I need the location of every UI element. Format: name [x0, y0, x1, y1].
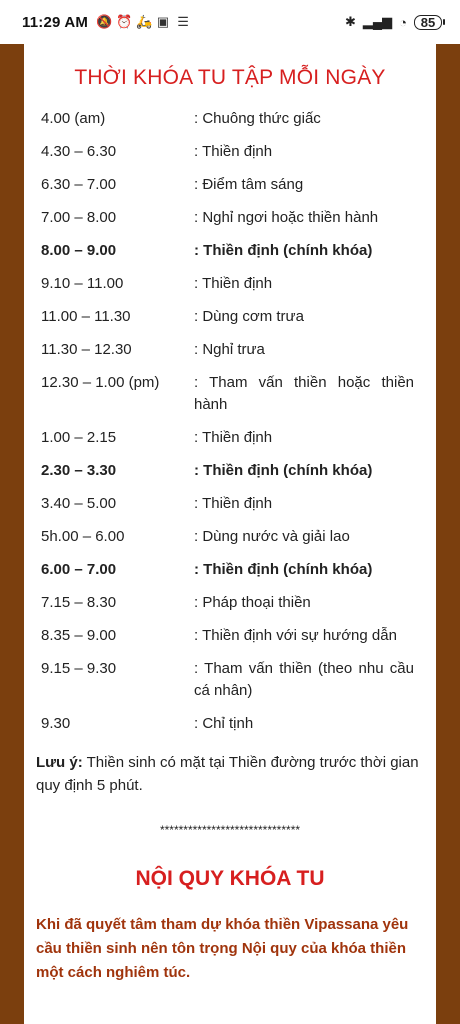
article-content[interactable]: [24, 44, 436, 1024]
left-page-border: [0, 44, 24, 1024]
schedule-time: 1.00 – 2.15: [41, 429, 117, 446]
schedule-activity: : Điểm tâm sáng: [194, 176, 304, 193]
schedule-row: [36, 559, 424, 581]
schedule-activity: : Tham vấn thiền hoặc thiền hành: [194, 374, 414, 413]
schedule-list: [36, 108, 424, 735]
schedule-row: [36, 658, 424, 702]
alarm-icon: ⏰: [116, 14, 133, 29]
schedule-row: [36, 207, 424, 229]
schedule-time: 9.30: [41, 715, 71, 732]
battery-icon: 85: [414, 15, 442, 30]
status-bar: [0, 0, 460, 44]
schedule-row: [36, 460, 424, 482]
schedule-activity: : Chuông thức giấc: [194, 110, 321, 127]
schedule-activity: : Thiền định: [194, 495, 273, 512]
schedule-activity: : Nghỉ ngơi hoặc thiền hành: [194, 209, 379, 226]
note-paragraph: [36, 751, 424, 797]
schedule-activity: : Chỉ tịnh: [194, 715, 254, 732]
schedule-activity: : Pháp thoại thiền: [194, 594, 311, 611]
schedule-row: [36, 372, 424, 416]
schedule-time: 8.35 – 9.00: [41, 627, 117, 644]
schedule-row: [36, 240, 424, 262]
schedule-row: [36, 592, 424, 614]
schedule-time: 5h.00 – 6.00: [41, 528, 125, 545]
schedule-activity: : Thiền định: [194, 429, 273, 446]
note-text: Thiền sinh có mặt tại Thiền đường trước thời gian quy định 5 phút.: [36, 754, 419, 794]
schedule-time: 6.00 – 7.00: [41, 561, 117, 578]
schedule-row: [36, 108, 424, 130]
mute-icon: 🔕: [96, 14, 113, 29]
schedule-row: [36, 526, 424, 548]
schedule-time: 11.30 – 12.30: [41, 341, 132, 358]
rules-title: NỘI QUY KHÓA TU: [135, 867, 325, 890]
schedule-activity: : Thiền định (chính khóa): [194, 561, 373, 578]
schedule-activity: : Dùng cơm trưa: [194, 308, 304, 325]
schedule-time: 7.15 – 8.30: [41, 594, 117, 611]
separator-stars: ******************************: [159, 823, 301, 837]
status-system-icons: [345, 14, 442, 30]
delivery-icon: 🛵: [136, 14, 153, 29]
schedule-time: 8.00 – 9.00: [41, 242, 117, 259]
status-notification-icons: [96, 14, 190, 30]
schedule-time: 3.40 – 5.00: [41, 495, 117, 512]
rules-intro: Khi đã quyết tâm tham dự khóa thiền Vipassana yêu cầu thiền sinh nên tôn trọng Nội quy của khóa thiền một cách nghiêm túc.: [36, 916, 409, 981]
schedule-row: [36, 493, 424, 515]
schedule-time: 2.30 – 3.30: [41, 462, 117, 479]
schedule-row: [36, 306, 424, 328]
app-icon: ▣: [156, 14, 170, 29]
schedule-time: 6.30 – 7.00: [41, 176, 117, 193]
page-title: THỜI KHÓA TU TẬP MỖI NGÀY: [74, 66, 386, 89]
schedule-row: [36, 713, 424, 735]
schedule-time: 4.30 – 6.30: [41, 143, 117, 160]
schedule-time: 4.00 (am): [41, 110, 106, 127]
schedule-row: [36, 141, 424, 163]
schedule-row: [36, 625, 424, 647]
schedule-row: [36, 174, 424, 196]
schedule-row: [36, 427, 424, 449]
schedule-activity: : Thiền định: [194, 143, 273, 160]
schedule-activity: : Thiền định: [194, 275, 273, 292]
schedule-time: 12.30 – 1.00 (pm): [41, 374, 160, 391]
schedule-activity: : Dùng nước và giải lao: [194, 528, 350, 545]
bluetooth-icon: ✱: [345, 14, 356, 29]
menu-icon: ☰: [177, 14, 189, 29]
schedule-time: 7.00 – 8.00: [41, 209, 117, 226]
status-time: 11:29 AM: [22, 13, 89, 31]
schedule-activity: : Tham vấn thiền (theo nhu cầu cá nhân): [194, 660, 414, 699]
signal-icon: ▂▄▆: [362, 14, 393, 29]
right-page-border: [436, 44, 460, 1024]
schedule-time: 9.15 – 9.30: [41, 660, 117, 677]
wifi-icon: ◔: [399, 14, 407, 30]
note-label: Lưu ý:: [36, 754, 83, 771]
schedule-activity: : Nghỉ trưa: [194, 341, 265, 358]
schedule-activity: : Thiền định (chính khóa): [194, 242, 373, 259]
schedule-row: [36, 273, 424, 295]
schedule-activity: : Thiền định với sự hướng dẫn: [194, 627, 397, 644]
schedule-activity: : Thiền định (chính khóa): [194, 462, 373, 479]
schedule-row: [36, 339, 424, 361]
schedule-time: 11.00 – 11.30: [41, 308, 131, 325]
schedule-time: 9.10 – 11.00: [41, 275, 124, 292]
